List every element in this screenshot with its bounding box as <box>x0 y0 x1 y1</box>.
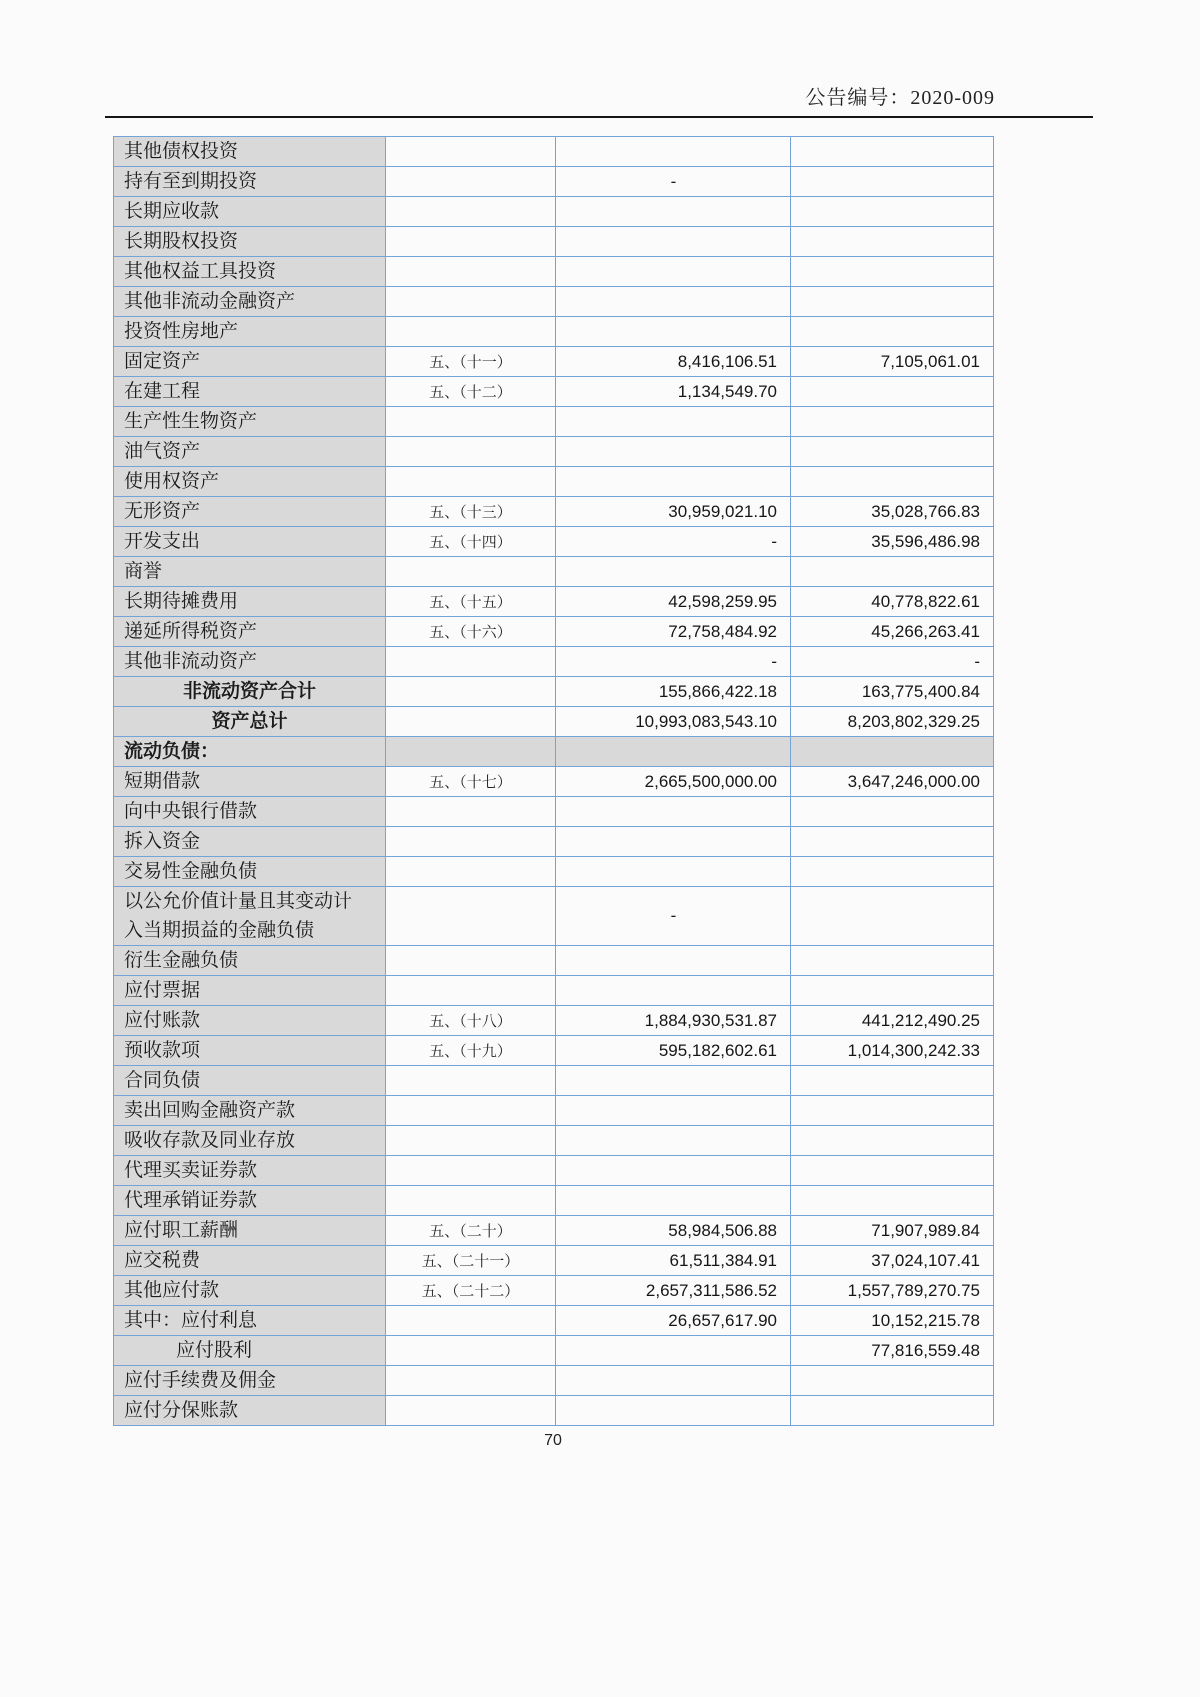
item-cell: 应付账款 <box>114 1006 386 1036</box>
prior-amount-cell <box>791 377 994 407</box>
item-cell: 代理买卖证券款 <box>114 1156 386 1186</box>
item-cell: 长期股权投资 <box>114 227 386 257</box>
current-amount-cell: 8,416,106.51 <box>556 347 791 377</box>
note-cell <box>386 1156 556 1186</box>
table-row <box>114 1276 994 1306</box>
table-row <box>114 677 994 707</box>
note-cell <box>386 797 556 827</box>
note-cell <box>386 857 556 887</box>
item-cell: 使用权资产 <box>114 467 386 497</box>
note-cell <box>386 1096 556 1126</box>
note-cell <box>386 167 556 197</box>
prior-amount-cell <box>791 227 994 257</box>
current-amount-cell: 10,993,083,543.10 <box>556 707 791 737</box>
table-row <box>114 137 994 167</box>
note-cell <box>386 737 556 767</box>
current-amount-cell: 72,758,484.92 <box>556 617 791 647</box>
current-amount-cell: 26,657,617.90 <box>556 1306 791 1336</box>
current-amount-cell <box>556 227 791 257</box>
prior-amount-cell: 35,596,486.98 <box>791 527 994 557</box>
prior-amount-cell <box>791 797 994 827</box>
table-row <box>114 976 994 1006</box>
item-cell: 拆入资金 <box>114 827 386 857</box>
note-cell: 五、（十六） <box>386 617 556 647</box>
prior-amount-cell <box>791 1096 994 1126</box>
current-amount-cell <box>556 137 791 167</box>
note-cell <box>386 1366 556 1396</box>
current-amount-cell: 595,182,602.61 <box>556 1036 791 1066</box>
item-cell: 应付票据 <box>114 976 386 1006</box>
prior-amount-cell <box>791 1126 994 1156</box>
prior-amount-cell: 35,028,766.83 <box>791 497 994 527</box>
current-amount-cell: 2,665,500,000.00 <box>556 767 791 797</box>
note-cell <box>386 557 556 587</box>
item-cell: 其他应付款 <box>114 1276 386 1306</box>
table-row <box>114 1336 994 1366</box>
table-row <box>114 467 994 497</box>
prior-amount-cell: 7,105,061.01 <box>791 347 994 377</box>
item-cell: 短期借款 <box>114 767 386 797</box>
item-cell: 其他债权投资 <box>114 137 386 167</box>
prior-amount-cell <box>791 197 994 227</box>
note-cell: 五、（十二） <box>386 377 556 407</box>
item-cell: 应付手续费及佣金 <box>114 1366 386 1396</box>
balance-sheet-table <box>113 136 994 1426</box>
current-amount-cell <box>556 1066 791 1096</box>
note-cell <box>386 1066 556 1096</box>
item-cell: 递延所得税资产 <box>114 617 386 647</box>
prior-amount-cell <box>791 1186 994 1216</box>
page-number: 70 <box>544 1432 562 1449</box>
current-amount-cell: 1,884,930,531.87 <box>556 1006 791 1036</box>
prior-amount-cell <box>791 737 994 767</box>
table-row <box>114 1126 994 1156</box>
prior-amount-cell <box>791 137 994 167</box>
item-cell: 无形资产 <box>114 497 386 527</box>
item-cell: 衍生金融负债 <box>114 946 386 976</box>
prior-amount-cell <box>791 317 994 347</box>
table-row <box>114 527 994 557</box>
note-cell <box>386 137 556 167</box>
announcement-number: 公告编号：2020-009 <box>805 87 995 109</box>
prior-amount-cell <box>791 1066 994 1096</box>
note-cell <box>386 1306 556 1336</box>
note-cell <box>386 227 556 257</box>
current-amount-cell <box>556 857 791 887</box>
note-cell: 五、（十五） <box>386 587 556 617</box>
prior-amount-cell <box>791 887 994 946</box>
note-cell: 五、（十一） <box>386 347 556 377</box>
table-row <box>114 197 994 227</box>
item-cell: 代理承销证券款 <box>114 1186 386 1216</box>
current-amount-cell: 1,134,549.70 <box>556 377 791 407</box>
table-row <box>114 737 994 767</box>
item-cell: 应付职工薪酬 <box>114 1216 386 1246</box>
note-cell: 五、（二十一） <box>386 1246 556 1276</box>
item-cell: 开发支出 <box>114 527 386 557</box>
prior-amount-cell: 71,907,989.84 <box>791 1216 994 1246</box>
current-amount-cell <box>556 1186 791 1216</box>
current-amount-cell <box>556 827 791 857</box>
note-cell <box>386 197 556 227</box>
table-row <box>114 946 994 976</box>
table-row <box>114 1366 994 1396</box>
prior-amount-cell: 37,024,107.41 <box>791 1246 994 1276</box>
current-amount-cell <box>556 1336 791 1366</box>
current-amount-cell <box>556 197 791 227</box>
prior-amount-cell: 8,203,802,329.25 <box>791 707 994 737</box>
table-row <box>114 1306 994 1336</box>
table-row <box>114 437 994 467</box>
table-row <box>114 1186 994 1216</box>
table-row <box>114 1006 994 1036</box>
note-cell: 五、（十八） <box>386 1006 556 1036</box>
current-amount-cell <box>556 437 791 467</box>
item-cell: 应付分保账款 <box>114 1396 386 1426</box>
prior-amount-cell: 441,212,490.25 <box>791 1006 994 1036</box>
note-cell <box>386 707 556 737</box>
current-amount-cell: 155,866,422.18 <box>556 677 791 707</box>
note-cell <box>386 407 556 437</box>
table-row <box>114 317 994 347</box>
table-row <box>114 1216 994 1246</box>
current-amount-cell: - <box>556 647 791 677</box>
table-row <box>114 827 994 857</box>
prior-amount-cell <box>791 467 994 497</box>
current-amount-cell <box>556 287 791 317</box>
prior-amount-cell: 40,778,822.61 <box>791 587 994 617</box>
note-cell: 五、（十三） <box>386 497 556 527</box>
note-cell <box>386 257 556 287</box>
current-amount-cell: - <box>556 167 791 197</box>
table-row <box>114 1096 994 1126</box>
prior-amount-cell: 1,014,300,242.33 <box>791 1036 994 1066</box>
table-row <box>114 1156 994 1186</box>
item-cell: 预收款项 <box>114 1036 386 1066</box>
note-cell <box>386 467 556 497</box>
table-row <box>114 797 994 827</box>
prior-amount-cell <box>791 257 994 287</box>
current-amount-cell <box>556 1366 791 1396</box>
note-cell: 五、（十四） <box>386 527 556 557</box>
table-row <box>114 587 994 617</box>
current-amount-cell <box>556 557 791 587</box>
prior-amount-cell <box>791 167 994 197</box>
table-row <box>114 347 994 377</box>
table-row <box>114 617 994 647</box>
note-cell <box>386 437 556 467</box>
prior-amount-cell <box>791 1156 994 1186</box>
table-row <box>114 167 994 197</box>
current-amount-cell: 58,984,506.88 <box>556 1216 791 1246</box>
note-cell: 五、（十九） <box>386 1036 556 1066</box>
item-cell: 其他权益工具投资 <box>114 257 386 287</box>
header-rule <box>105 116 1093 118</box>
current-amount-cell: 42,598,259.95 <box>556 587 791 617</box>
prior-amount-cell: 1,557,789,270.75 <box>791 1276 994 1306</box>
prior-amount-cell: 10,152,215.78 <box>791 1306 994 1336</box>
item-cell: 应付股利 <box>114 1336 386 1366</box>
prior-amount-cell <box>791 437 994 467</box>
current-amount-cell <box>556 797 791 827</box>
prior-amount-cell: 77,816,559.48 <box>791 1336 994 1366</box>
table-row <box>114 287 994 317</box>
balance-sheet-body <box>114 137 994 1426</box>
prior-amount-cell <box>791 976 994 1006</box>
item-cell: 吸收存款及同业存放 <box>114 1126 386 1156</box>
table-row <box>114 257 994 287</box>
table-row <box>114 227 994 257</box>
current-amount-cell: - <box>556 527 791 557</box>
item-cell: 资产总计 <box>114 707 386 737</box>
current-amount-cell <box>556 407 791 437</box>
note-cell <box>386 827 556 857</box>
current-amount-cell <box>556 1126 791 1156</box>
note-cell <box>386 887 556 946</box>
note-cell: 五、（二十） <box>386 1216 556 1246</box>
note-cell <box>386 946 556 976</box>
prior-amount-cell <box>791 1396 994 1426</box>
item-cell: 其他非流动资产 <box>114 647 386 677</box>
current-amount-cell: - <box>556 887 791 946</box>
item-cell: 合同负债 <box>114 1066 386 1096</box>
item-cell: 其中：应付利息 <box>114 1306 386 1336</box>
item-cell: 非流动资产合计 <box>114 677 386 707</box>
item-cell: 卖出回购金融资产款 <box>114 1096 386 1126</box>
item-cell: 固定资产 <box>114 347 386 377</box>
prior-amount-cell: 45,266,263.41 <box>791 617 994 647</box>
item-cell: 商誉 <box>114 557 386 587</box>
current-amount-cell <box>556 317 791 347</box>
current-amount-cell <box>556 737 791 767</box>
current-amount-cell <box>556 1396 791 1426</box>
item-cell: 油气资产 <box>114 437 386 467</box>
prior-amount-cell <box>791 407 994 437</box>
table-row <box>114 647 994 677</box>
table-row <box>114 857 994 887</box>
note-cell <box>386 976 556 1006</box>
current-amount-cell: 30,959,021.10 <box>556 497 791 527</box>
table-row <box>114 1396 994 1426</box>
item-cell: 长期待摊费用 <box>114 587 386 617</box>
item-cell: 以公允价值计量且其变动计入当期损益的金融负债 <box>114 887 386 946</box>
table-row <box>114 557 994 587</box>
item-cell: 应交税费 <box>114 1246 386 1276</box>
note-cell <box>386 287 556 317</box>
note-cell <box>386 1396 556 1426</box>
note-cell <box>386 317 556 347</box>
table-row <box>114 497 994 527</box>
prior-amount-cell: 163,775,400.84 <box>791 677 994 707</box>
current-amount-cell <box>556 467 791 497</box>
note-cell <box>386 1186 556 1216</box>
current-amount-cell: 61,511,384.91 <box>556 1246 791 1276</box>
item-cell: 在建工程 <box>114 377 386 407</box>
prior-amount-cell: - <box>791 647 994 677</box>
note-cell <box>386 647 556 677</box>
item-cell: 流动负债： <box>114 737 386 767</box>
prior-amount-cell <box>791 857 994 887</box>
note-cell: 五、（十七） <box>386 767 556 797</box>
table-row <box>114 767 994 797</box>
prior-amount-cell <box>791 946 994 976</box>
table-row <box>114 887 994 946</box>
table-row <box>114 407 994 437</box>
table-row <box>114 1036 994 1066</box>
note-cell: 五、（二十二） <box>386 1276 556 1306</box>
current-amount-cell <box>556 976 791 1006</box>
current-amount-cell: 2,657,311,586.52 <box>556 1276 791 1306</box>
note-cell <box>386 677 556 707</box>
item-cell: 交易性金融负债 <box>114 857 386 887</box>
table-row <box>114 1066 994 1096</box>
note-cell <box>386 1336 556 1366</box>
table-row <box>114 1246 994 1276</box>
item-cell: 持有至到期投资 <box>114 167 386 197</box>
prior-amount-cell: 3,647,246,000.00 <box>791 767 994 797</box>
item-cell: 其他非流动金融资产 <box>114 287 386 317</box>
table-row <box>114 377 994 407</box>
item-cell: 向中央银行借款 <box>114 797 386 827</box>
prior-amount-cell <box>791 557 994 587</box>
item-cell: 长期应收款 <box>114 197 386 227</box>
current-amount-cell <box>556 1096 791 1126</box>
prior-amount-cell <box>791 1366 994 1396</box>
current-amount-cell <box>556 1156 791 1186</box>
current-amount-cell <box>556 257 791 287</box>
item-cell: 生产性生物资产 <box>114 407 386 437</box>
prior-amount-cell <box>791 827 994 857</box>
table-row <box>114 707 994 737</box>
item-cell: 投资性房地产 <box>114 317 386 347</box>
prior-amount-cell <box>791 287 994 317</box>
note-cell <box>386 1126 556 1156</box>
current-amount-cell <box>556 946 791 976</box>
